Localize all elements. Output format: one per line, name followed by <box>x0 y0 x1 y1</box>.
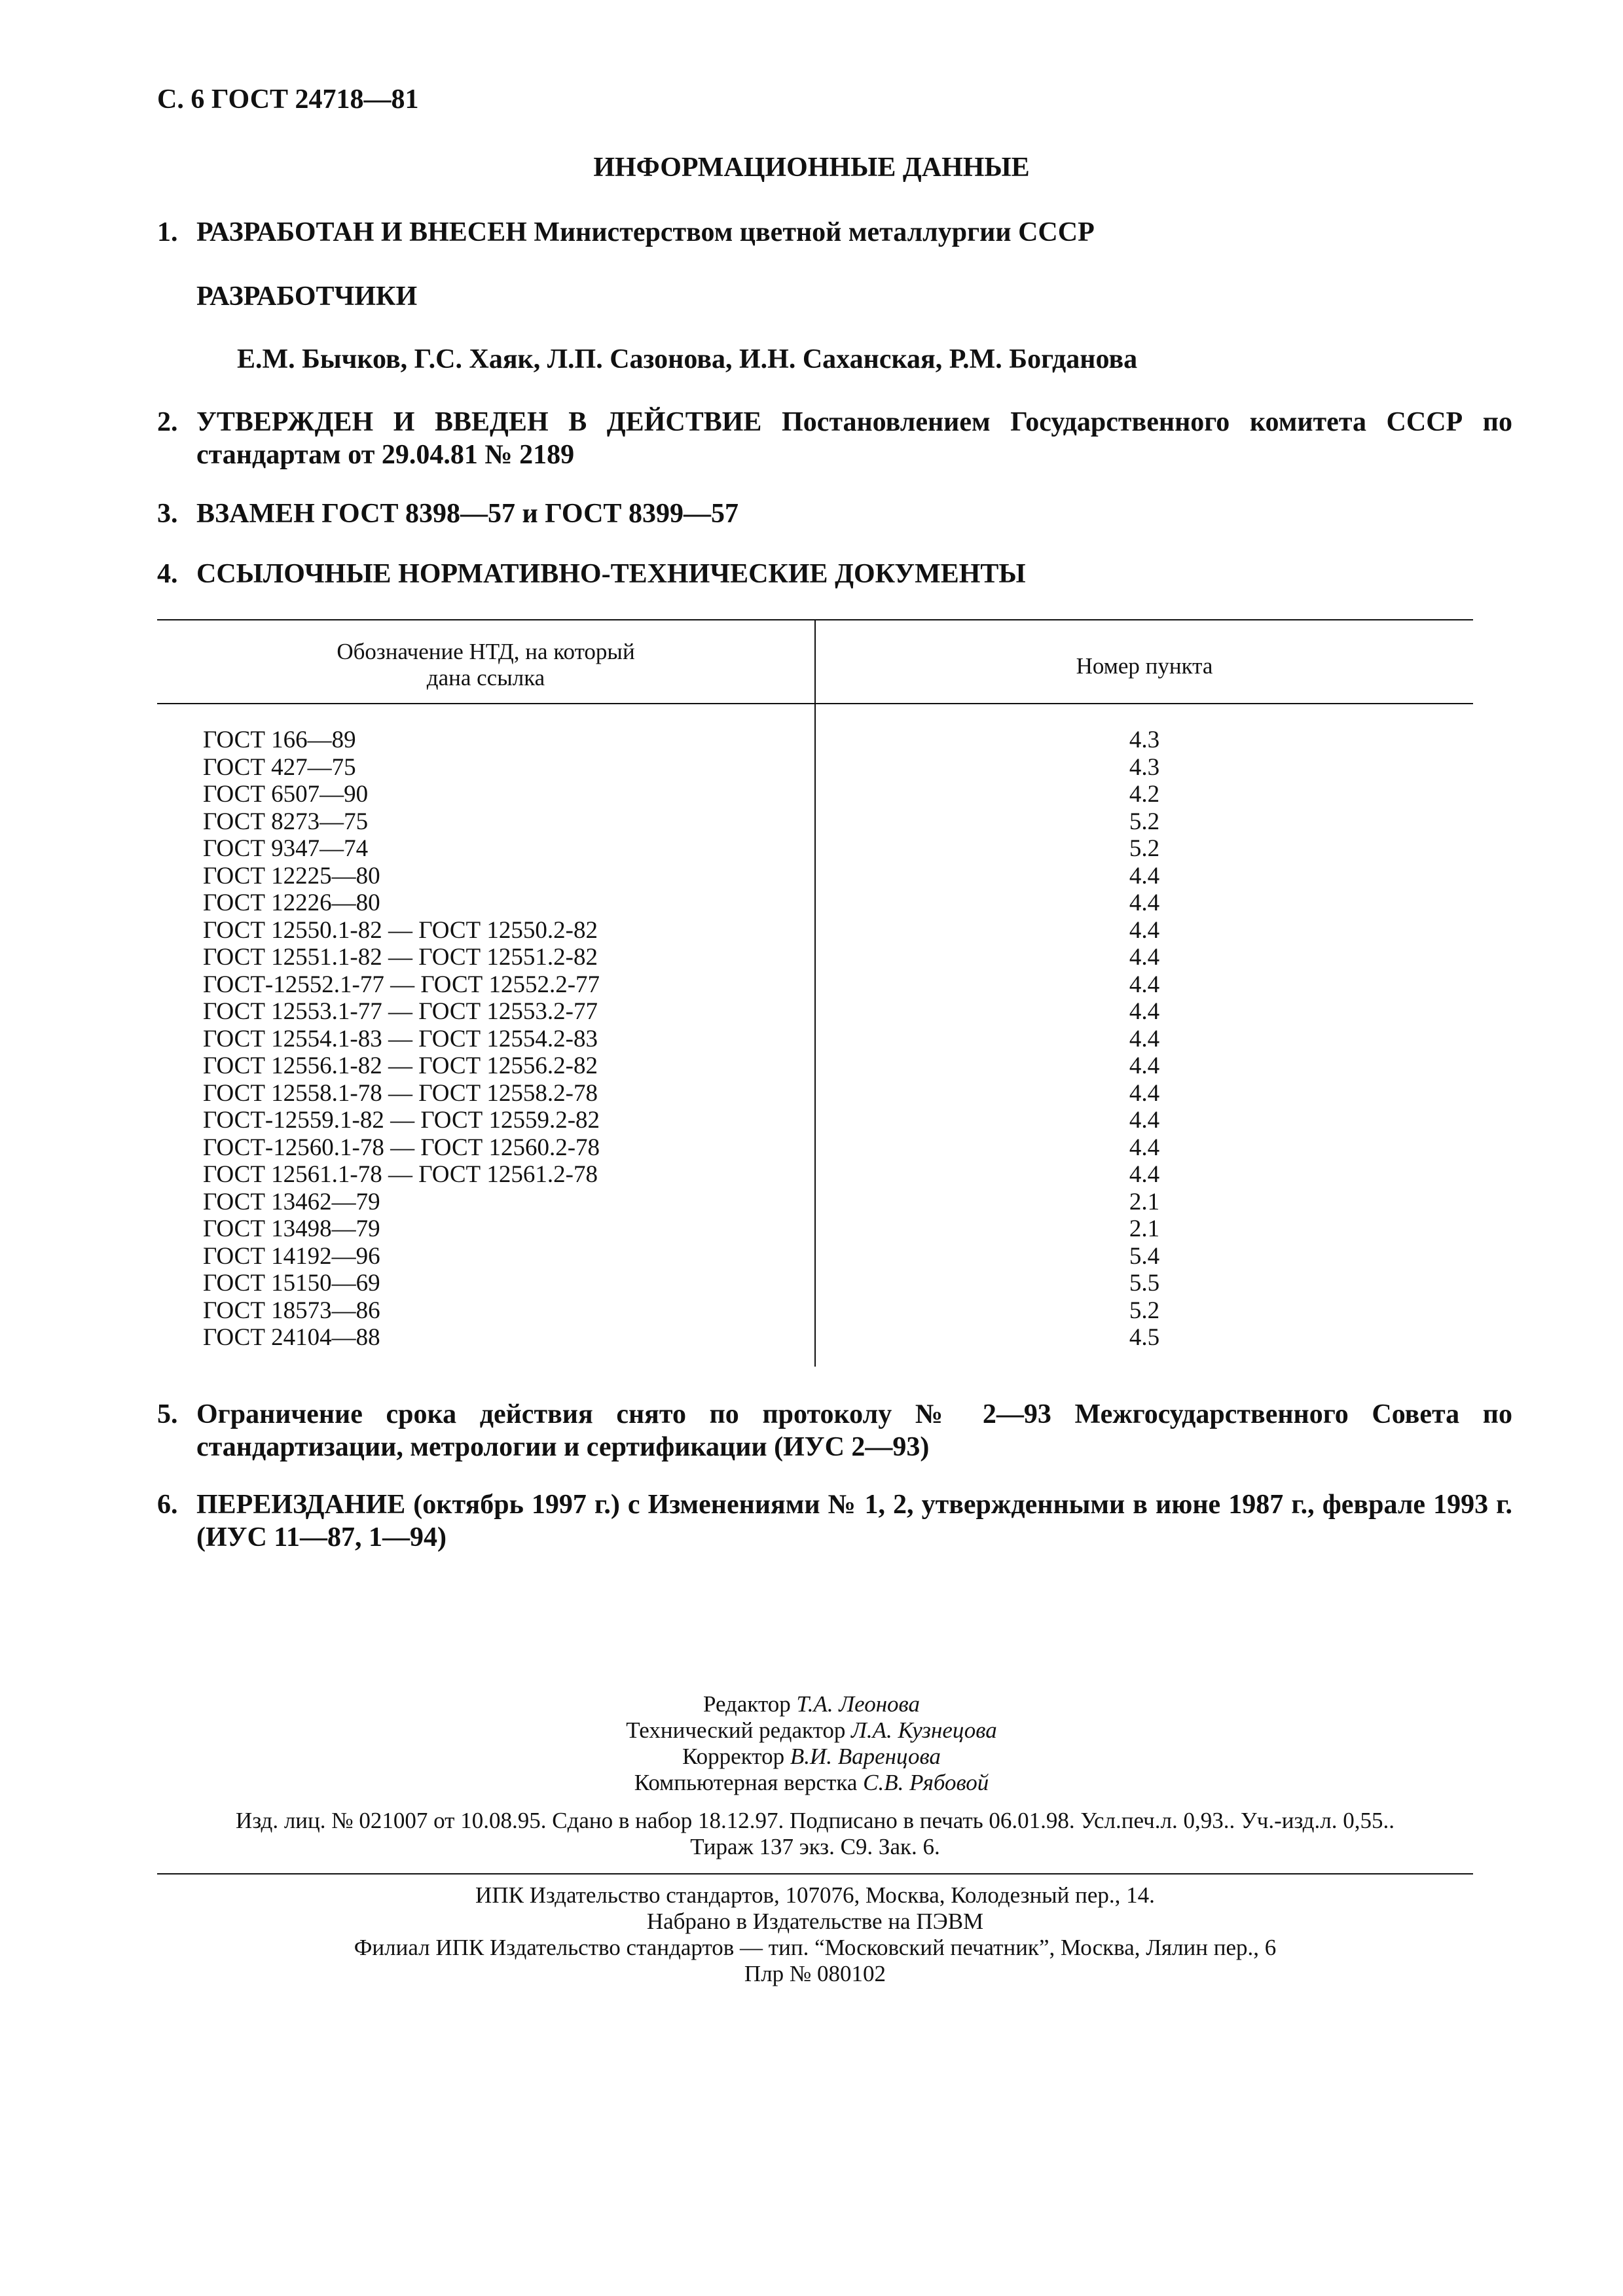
table-header-point: Номер пункта <box>1076 653 1213 679</box>
item-number: 1. <box>157 217 178 247</box>
clause-number: 2.1 <box>1129 1188 1160 1215</box>
table-row <box>157 808 1473 836</box>
page-header: С. 6 ГОСТ 24718—81 <box>157 84 419 115</box>
credit-layout: Компьютерная верстка С.В. Рябовой <box>634 1770 989 1795</box>
ntd-designation: ГОСТ 12551.1-82 — ГОСТ 12551.2-82 <box>203 944 598 971</box>
clause-number: 5.2 <box>1129 1297 1160 1324</box>
ntd-designation: ГОСТ 9347—74 <box>203 835 369 862</box>
credit-tech-editor: Технический редактор Л.А. Кузнецова <box>626 1717 997 1743</box>
ntd-designation: ГОСТ-12552.1-77 — ГОСТ 12552.2-77 <box>203 971 600 998</box>
clause-number: 5.2 <box>1129 808 1160 835</box>
ntd-designation: ГОСТ 12561.1-78 — ГОСТ 12561.2-78 <box>203 1161 598 1188</box>
ntd-designation: ГОСТ 15150—69 <box>203 1270 380 1297</box>
clause-number: 5.5 <box>1129 1270 1160 1297</box>
developers-heading: РАЗРАБОТЧИКИ <box>196 281 418 312</box>
table-row <box>157 863 1473 890</box>
clause-number: 4.4 <box>1129 1134 1160 1161</box>
table-row <box>157 917 1473 944</box>
clause-number: 4.3 <box>1129 726 1160 753</box>
ntd-designation: ГОСТ-12560.1-78 — ГОСТ 12560.2-78 <box>203 1134 600 1161</box>
clause-number: 4.5 <box>1129 1324 1160 1351</box>
clause-number: 4.4 <box>1129 971 1160 998</box>
item-text: ССЫЛОЧНЫЕ НОРМАТИВНО-ТЕХНИЧЕСКИЕ ДОКУМЕНТЫ <box>196 559 1026 589</box>
table-row <box>157 1297 1473 1325</box>
table-row <box>157 971 1473 999</box>
footer-rule <box>157 1873 1473 1874</box>
clause-number: 4.4 <box>1129 1079 1160 1107</box>
table-row <box>157 944 1473 971</box>
table-row <box>157 781 1473 808</box>
ntd-designation: ГОСТ 12553.1-77 — ГОСТ 12553.2-77 <box>203 998 598 1025</box>
clause-number: 2.1 <box>1129 1215 1160 1242</box>
item-reissue <box>157 1488 1512 1554</box>
clause-number: 4.4 <box>1129 862 1160 889</box>
table-row <box>157 835 1473 863</box>
credit-editor: Редактор Т.А. Леонова <box>702 1691 921 1717</box>
ntd-designation: ГОСТ 427—75 <box>203 753 356 781</box>
item-developed <box>157 216 1473 249</box>
table-body <box>157 726 1473 1352</box>
item-text: Ограничение срока действия снято по протоколу № 2—93 Межгосударственного Совета по стандартизации, метрологии и сертификации (ИУС 2—93) <box>196 1399 1512 1462</box>
clause-number: 4.4 <box>1129 944 1160 971</box>
ntd-designation: ГОСТ 8273—75 <box>203 808 369 835</box>
ntd-designation: ГОСТ-12559.1-82 — ГОСТ 12559.2-82 <box>203 1107 600 1134</box>
ntd-designation: ГОСТ 166—89 <box>203 726 356 753</box>
ntd-designation: ГОСТ 14192—96 <box>203 1242 380 1270</box>
table-row <box>157 726 1473 754</box>
table-row <box>157 1052 1473 1080</box>
clause-number: 4.4 <box>1129 916 1160 944</box>
ntd-designation: ГОСТ 18573—86 <box>203 1297 380 1324</box>
document-title: ИНФОРМАЦИОННЫЕ ДАННЫЕ <box>593 152 1030 183</box>
item-number: 6. <box>157 1490 178 1520</box>
item-number: 2. <box>157 407 178 437</box>
table-row <box>157 1189 1473 1216</box>
ntd-designation: ГОСТ 12556.1-82 — ГОСТ 12556.2-82 <box>203 1052 598 1079</box>
table-row <box>157 1080 1473 1107</box>
clause-number: 4.4 <box>1129 1161 1160 1188</box>
item-lead: РАЗРАБОТАН И ВНЕСЕН <box>196 217 527 247</box>
table-row <box>157 998 1473 1026</box>
clause-number: 4.3 <box>1129 753 1160 781</box>
clause-number: 4.4 <box>1129 998 1160 1025</box>
clause-number: 4.4 <box>1129 1052 1160 1079</box>
table-row <box>157 889 1473 917</box>
item-lead: УТВЕРЖДЕН И ВВЕДЕН В ДЕЙСТВИЕ <box>196 407 762 437</box>
ntd-designation: ГОСТ 12225—80 <box>203 862 380 889</box>
item-approved <box>157 406 1512 471</box>
ntd-designation: ГОСТ 12226—80 <box>203 889 380 916</box>
ntd-designation: ГОСТ 13498—79 <box>203 1215 380 1242</box>
table-header-document: Обозначение НТД, на который дана ссылка <box>337 639 635 691</box>
item-validity <box>157 1398 1512 1463</box>
publication-info: Изд. лиц. № 021007 от 10.08.95. Сдано в набор 18.12.97. Подписано в печать 06.01.98. Усл.печ.л. 0,93.. Уч.-изд.л. 0,55.. Тираж 137 экз. С9. Зак. 6. <box>236 1808 1395 1859</box>
item-text: (октябрь 1997 г.) с Изменениями № 1, 2, утвержденными в июне 1987 г., феврале 1993 г. (ИУС 11—87, 1—94) <box>196 1490 1513 1552</box>
ntd-designation: ГОСТ 12554.1-83 — ГОСТ 12554.2-83 <box>203 1025 598 1052</box>
developers-list: Е.М. Бычков, Г.С. Хаяк, Л.П. Сазонова, И.Н. Саханская, Р.М. Богданова <box>237 344 1138 374</box>
table-row <box>157 754 1473 781</box>
ntd-designation: ГОСТ 12558.1-78 — ГОСТ 12558.2-78 <box>203 1079 598 1107</box>
table-row <box>157 1107 1473 1134</box>
ntd-designation: ГОСТ 12550.1-82 — ГОСТ 12550.2-82 <box>203 916 598 944</box>
table-row <box>157 1243 1473 1270</box>
item-number: 3. <box>157 499 178 529</box>
clause-number: 5.2 <box>1129 835 1160 862</box>
table-row <box>157 1026 1473 1053</box>
clause-number: 4.4 <box>1129 889 1160 916</box>
credits <box>0 1691 1623 1796</box>
table-row <box>157 1324 1473 1352</box>
clause-number: 4.4 <box>1129 1025 1160 1052</box>
item-lead: ПЕРЕИЗДАНИЕ <box>196 1490 406 1520</box>
item-number: 4. <box>157 559 178 589</box>
item-text: Постановлением Государственного комитета СССР по стандартам от 29.04.81 № 2189 <box>196 407 1512 470</box>
item-references <box>157 558 1473 590</box>
clause-number: 4.2 <box>1129 781 1160 808</box>
printer-info: ИПК Издательство стандартов, 107076, Москва, Колодезный пер., 14. Набрано в Издательстве на ПЭВМ Филиал ИПК Издательство стандартов — тип. “Московский печатник”, Москва, Лялин пер., 6 Плр № 080102 <box>354 1882 1277 1986</box>
item-text: ВЗАМЕН ГОСТ 8398—57 и ГОСТ 8399—57 <box>196 499 739 529</box>
ntd-designation: ГОСТ 6507—90 <box>203 781 369 808</box>
item-replaces <box>157 497 1473 530</box>
table-row <box>157 1270 1473 1297</box>
table-row <box>157 1215 1473 1243</box>
item-text: Министерством цветной металлургии СССР <box>534 217 1095 247</box>
ntd-designation: ГОСТ 24104—88 <box>203 1324 380 1351</box>
item-number: 5. <box>157 1399 178 1429</box>
ntd-designation: ГОСТ 13462—79 <box>203 1188 380 1215</box>
credit-proofreader: Корректор В.И. Варенцова <box>682 1744 941 1769</box>
table-row <box>157 1161 1473 1189</box>
table-row <box>157 1134 1473 1162</box>
clause-number: 4.4 <box>1129 1107 1160 1134</box>
clause-number: 5.4 <box>1129 1242 1160 1270</box>
